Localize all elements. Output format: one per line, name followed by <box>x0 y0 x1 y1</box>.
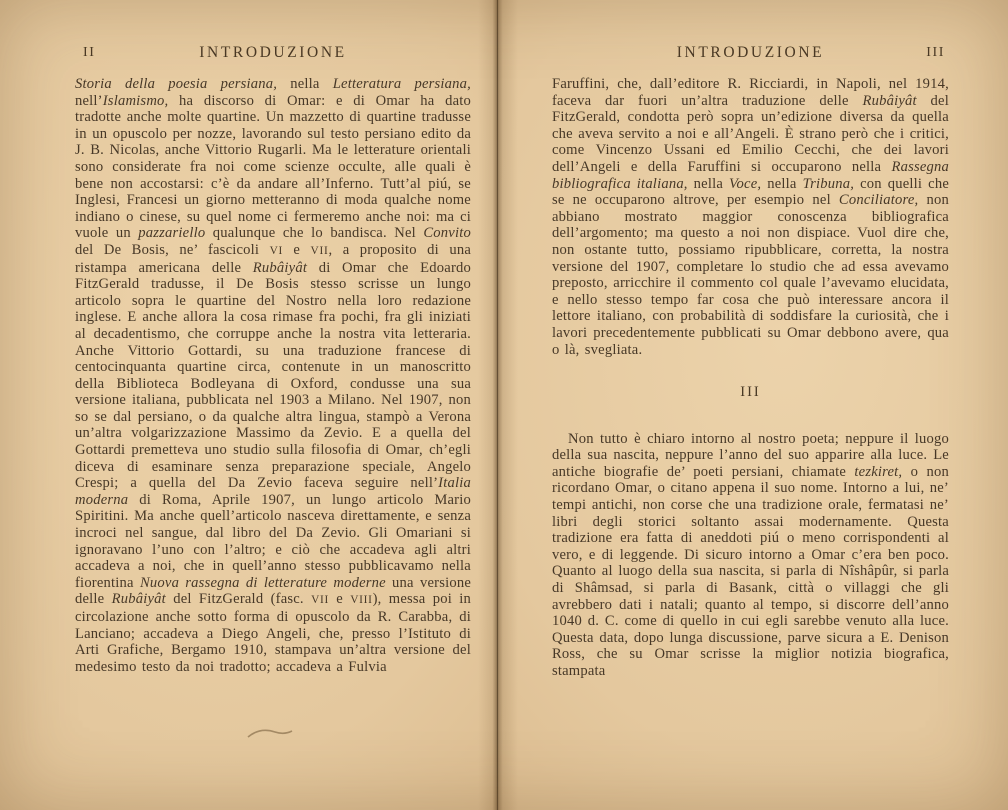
text-segment: e <box>283 241 311 258</box>
page-header <box>75 44 471 64</box>
text-segment: del De Bosis, ne’ fascicoli <box>75 241 270 258</box>
text-segment: con quelli che se ne occuparono altrove, per esempio nel <box>552 175 950 209</box>
text-segment: ), messa poi in circolazione anche sotto forma di opuscolo da R. Carabba, di Lanciano; accadeva a Diego Angeli, che, presso l’Istituto di Arti Grafiche, Bergamo 1910, stampava un’altra versione del medesimo testo da noi tradotto; accadeva a Fulvia <box>75 591 471 675</box>
text-segment: Storia della poesia persiana, <box>75 76 278 92</box>
text-segment: Conciliatore, <box>838 192 919 209</box>
page-number: III <box>926 45 945 60</box>
text-segment: e <box>328 591 351 608</box>
text-segment: Rassegna bibliografica italiana, <box>552 158 949 192</box>
right-page <box>497 0 1008 810</box>
running-title: INTRODUZIONE <box>199 44 347 61</box>
text-segment: , a proposito di una ristampa americana delle <box>75 241 471 276</box>
text-segment: Tribuna, <box>802 175 855 192</box>
text-segment: nell’ <box>75 92 103 109</box>
text-segment: VIII <box>350 594 373 607</box>
text-segment: qualunque che lo bandisca. Nel <box>205 225 424 242</box>
text-segment: o non ricordano Omar, o citano appena il suo nome. Intorno a lui, ne’ tempi antichi, non corse che una tradizione orale, fermatasi ne’ libri degli storici soltanto assai modernamente. Questa tradizione era fatta di aneddoti piú o meno corrispondenti al vero, e di leggende. Di sicuro intorno a Omar c’era ben poco. Quanto al luogo della sua nascita, si parla di Nîshâpûr, si parla di Shâmsad, si parla di Basank, città o villaggi che gli avrebbero dati i natali; quanto al tempo, si discorre dell’anno 1040 d. C. come di quello in cui egli sarebbe venuto alla luce. Questa data, dopo lunga discussione, parve sicura a E. Denison Ross, che su Omar scrisse la miglior notizia biografica, stampata <box>552 463 950 679</box>
text-segment: nella <box>761 175 803 192</box>
paragraph <box>552 431 949 680</box>
text-segment: nella <box>277 76 333 92</box>
text-segment: VI <box>269 244 284 257</box>
text-segment: del FitzGerald, condotta però sopra un’edizione diversa da quella che aveva servito a noi e all’Angeli. È strano però che i critici, come Vincenzo Ussani ed Emilio Cecchi, che dei lavori dell’Angeli e della Faruffini si occuparono nella <box>552 92 949 175</box>
running-title: INTRODUZIONE <box>676 44 825 61</box>
pen-mark <box>245 724 297 742</box>
text-segment: ha discorso di Omar: e di Omar ha dato tradotte anche molte quartine. Un mazzetto di quartine tradusse in un opuscolo per nozze, lavorando sul testo persiano edito da J. B. Nicolas, anche Vittorio Rugarli. Ma le letterature orientali sono considerate fra noi come scienze occulte, alle quali è bene non accostarsi: c’è da andare all’Inferno. Tutt’al piú, se Inglesi, Francesi un giorno metteranno di moda qualche nome indiano o cinese, su quel nome ci fermeremo anche noi: ma ci vuole un <box>75 92 471 242</box>
text-segment: non abbiano mostrato maggior conoscenza bibliografica dell’argomento; ma questo a noi non dispiace. Vuol dire che, non ostante tutto, possiamo ripubblicare, corretta, la nostra versione del 1907, completare lo studio che ad essa avevamo preposto, arricchire il commento col quale l’avevamo elucidata, e nello stesso tempo far cosa che può interessare ancora il lettore italiano, con probabilità di soddisfare la curiosità, che i lavori precedentemente pubblicati su Omar debbono avere, qua o là, svegliata. <box>552 192 949 358</box>
text-segment: nella <box>687 175 730 192</box>
page-body <box>75 76 471 675</box>
paragraph <box>552 76 949 358</box>
text-segment: del FitzGerald (fasc. <box>165 591 312 608</box>
page-header <box>552 44 949 64</box>
text-segment: Islamismo, <box>102 92 169 109</box>
left-page <box>0 0 497 810</box>
text-segment: pazzariello <box>138 225 206 242</box>
text-segment: una versione delle <box>75 574 471 608</box>
text-segment: Rubâiyât <box>111 591 166 608</box>
text-segment: tezkiret, <box>854 463 903 480</box>
page-body <box>552 76 949 680</box>
text-segment: Italia moderna <box>75 475 471 508</box>
section-heading: III <box>740 384 761 401</box>
paragraph <box>75 76 471 675</box>
text-segment: Faruffini, che, dall’editore R. Ricciardi, in Napoli, nel 1914, faceva dar fuori un’altra traduzione delle <box>552 76 949 109</box>
text-segment: VII <box>310 244 329 257</box>
text-segment: Rubâiyât <box>862 92 917 109</box>
text-segment: Non tutto è chiaro intorno al nostro poeta; neppure il luogo della sua nascita, neppure l’anno del suo apparire alla luce. Le antiche biografie de’ poeti persiani, chiamate <box>552 430 949 480</box>
text-segment: Convito <box>423 225 471 242</box>
text-segment: Letteratura persiana, <box>332 76 472 92</box>
text-segment: Voce, <box>729 175 762 192</box>
page-number: II <box>83 45 96 60</box>
text-segment: Nuova rassegna di letterature moderne <box>139 574 386 591</box>
text-segment: di Omar che Edoardo FitzGerald tradusse, il De Bosis stesso scrisse un lungo articolo sopra le quartine del Nostro nella loro redazione inglese. E anche allora la cosa rimase fra pochi, fra gli iniziati al decadentismo, che corruppe anche la nostra vita letteraria. Anche Vittorio Gottardi, su una traduzione francese di centocinquanta quartine circa, contenute in un manoscritto della Biblioteca Bodleyana di Oxford, condusse una sua versione italiana, pubblicata nel 1903 a Milano. Nel 1907, non so se dal persiano, o da qualche altra lingua, stampò a Verona un’altra volgarizzazione Massimo da Zevio. E a quella del Gottardi premetteva uno studio sulla filosofia di Omar, ch’egli diceva di esaminare senza preparazione speciale, Angelo Crespi; a quella del Da Zevio faceva seguire nell’ <box>75 259 471 492</box>
text-segment: Rubâiyât <box>252 259 308 276</box>
text-segment: VII <box>311 594 329 607</box>
text-segment: di Roma, Aprile 1907, un lungo articolo Mario Spiritini. Ma anche quell’articolo nasceva direttamente, e senza incroci nel sangue, dal libro del Da Zevio. Gli Omariani si ignoravano l’uno con l’altro; e ciò che accadeva agli altri accadeva a noi, che in quell’anno stesso pubblicavamo nella fiorentina <box>75 491 471 591</box>
